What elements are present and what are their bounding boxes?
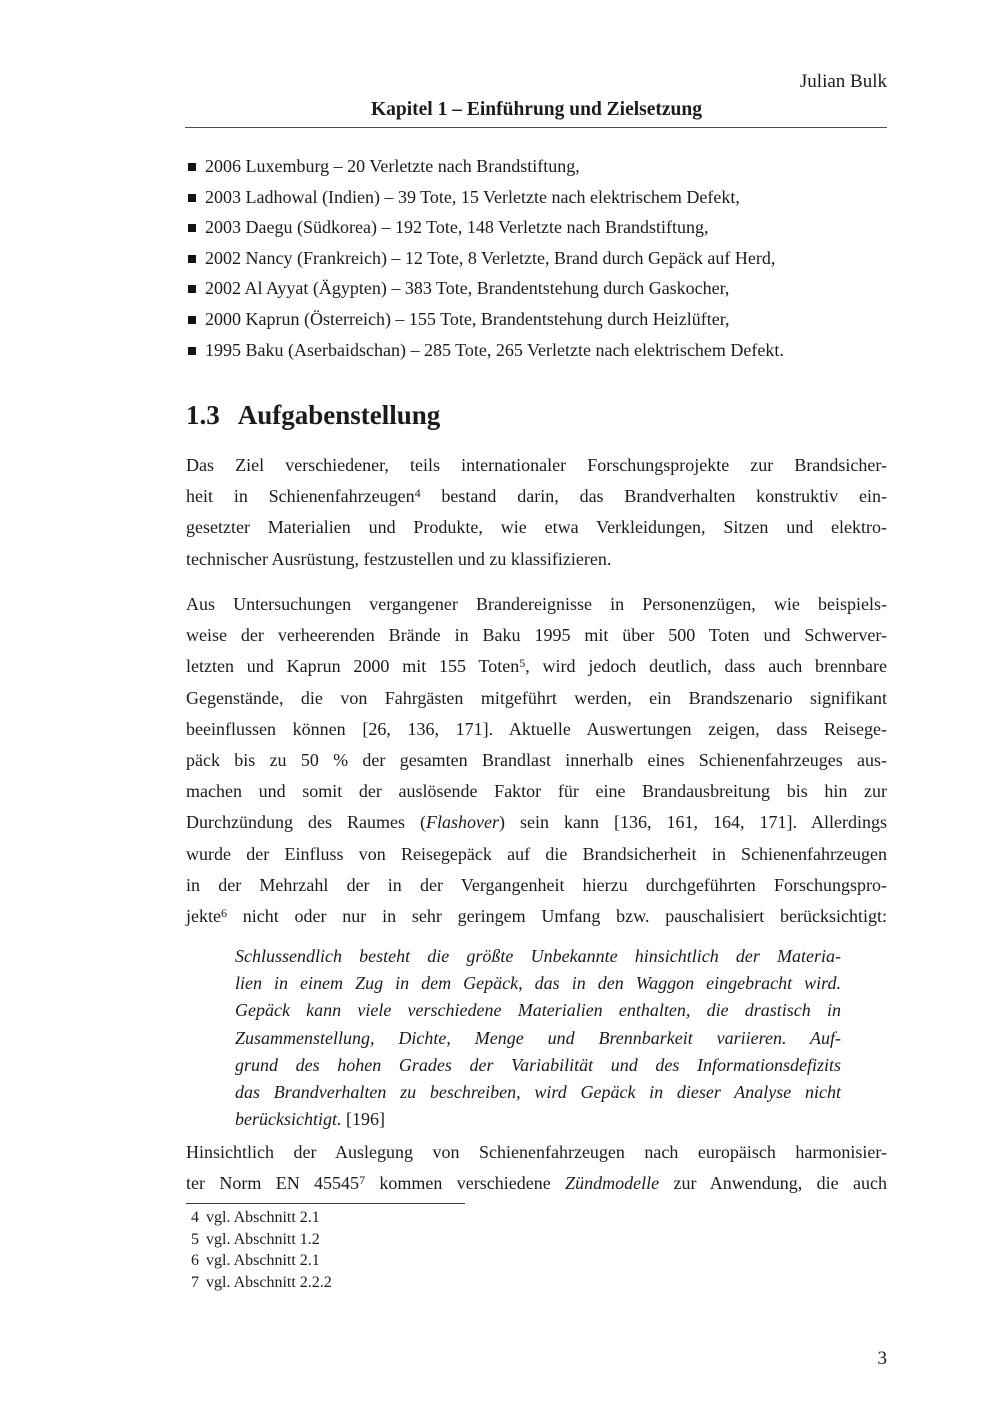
bullet-square-icon [188,285,196,293]
section-heading [186,398,440,432]
text-segment: kommen verschiedene [365,1173,566,1194]
chapter-header: Kapitel 1 – Einführung und Zielsetzung [370,99,703,120]
footnote-number: 4 [191,1209,199,1226]
list-item [186,151,887,182]
bullet-square-icon [188,255,196,263]
text-segment: jekte [186,906,221,927]
italic-term: Zündmodelle [565,1173,660,1194]
text-segment: berücksichtigt. [235,1109,342,1130]
header-rule [185,127,887,128]
list-item [186,304,887,335]
footnote-marker: 6 [220,905,227,920]
paragraph-3 [186,1137,887,1199]
paragraph-line: Aus Untersuchungen vergangener Brandereignisse in Personenzügen, wie beispiels- [186,594,887,614]
footnote [191,1207,332,1229]
paragraph-line: weise der verheerenden Brände in Baku 1995 mit über 500 Toten und Schwerver- [186,625,887,646]
incident-list [186,151,887,365]
footnote-marker: 7 [359,1172,366,1187]
list-item-text: 2006 Luxemburg – 20 Verletzte nach Brandstiftung, [205,156,580,176]
paragraph-line [186,1168,887,1199]
footnote-number: 6 [191,1252,199,1270]
footnote [191,1250,332,1272]
quote-line: lien in einem Zug in dem Gepäck, das in den Waggon eingebracht wird. [235,973,841,994]
quote-line: Zusammenstellung, Dichte, Menge und Brennbarkeit variieren. Auf- [235,1027,841,1048]
paragraph-line [186,901,887,932]
text-segment: , wird jedoch deutlich, dass auch brennbare [525,656,887,677]
paragraph-line [186,481,887,512]
text-segment: Durchzündung des Raumes ( [186,812,426,833]
quote-line: Schlussendlich besteht die größte Unbekannte hinsichtlich der Materia- [235,946,841,966]
list-item-text: 2003 Ladhowal (Indien) – 39 Tote, 15 Verletzte nach elektrischem Defekt, [205,186,740,207]
list-item [186,212,887,243]
list-item-text: 2002 Nancy (Frankreich) – 12 Tote, 8 Verletzte, Brand durch Gepäck auf Herd, [205,247,776,268]
bullet-square-icon [188,194,196,202]
footnote-marker: 4 [414,485,421,500]
paragraph-line [186,807,887,838]
bullet-square-icon [188,347,196,355]
paragraph-line: Hinsichtlich der Auslegung von Schienenfahrzeugen nach europäisch harmonisier- [186,1142,887,1162]
paragraph-line [186,651,887,682]
paragraph-line: technischer Ausrüstung, festzustellen und zu klassifizieren. [186,548,612,569]
footnotes [191,1207,332,1293]
quote-line: Gepäck kann viele verschiedene Materialien enthalten, die drastisch in [235,1000,841,1021]
paragraph-2 [186,589,887,932]
list-item [186,243,887,274]
paragraph-line: Das Ziel verschiedener, teils internationaler Forschungsprojekte zur Brandsicher- [186,455,887,475]
text-segment: heit in Schienenfahrzeugen [186,486,415,507]
footnote-text: vgl. Abschnitt 2.1 [206,1252,320,1270]
paragraph-line: wurde der Einfluss von Reisegepäck auf die Brandsicherheit in Schienenfahrzeugen [186,843,887,864]
footnote [191,1272,332,1294]
list-item-text: 1995 Baku (Aserbaidschan) – 285 Tote, 265 Verletzte nach elektrischem Defekt. [205,339,784,360]
quote-line: das Brandverhalten zu beschreiben, wird Gepäck in dieser Analyse nicht [235,1082,841,1103]
list-item [186,335,887,366]
text-segment: zur Anwendung, die auch [659,1173,887,1194]
list-item-text: 2000 Kaprun (Österreich) – 155 Tote, Brandentstehung durch Heizlüfter, [205,308,730,329]
footnote-text: vgl. Abschnitt 1.2 [206,1230,320,1248]
bullet-square-icon [188,163,196,171]
list-item-text: 2003 Daegu (Südkorea) – 192 Tote, 148 Verletzte nach Brandstiftung, [205,217,709,238]
paragraph-line: beeinflussen können [26, 136, 171]. Aktuelle Auswertungen zeigen, dass Reisege- [186,718,887,739]
quote-line [235,1106,841,1133]
paragraph-line: in der Mehrzahl der in der Vergangenheit hierzu durchgeführten Forschungspro- [186,874,887,895]
block-quote [235,943,841,1133]
list-item [186,273,887,304]
footnote-number: 7 [191,1273,199,1291]
italic-term: Flashover [425,812,499,833]
paragraph-1 [186,450,887,575]
page-number: 3 [877,1348,887,1369]
footnote-text: vgl. Abschnitt 2.1 [206,1209,320,1226]
footnote-rule [186,1203,465,1204]
text-segment: ter Norm EN 45545 [186,1173,360,1194]
bullet-square-icon [188,224,196,232]
author-name: Julian Bulk [799,71,887,92]
paragraph-line: Gegenstände, die von Fahrgästen mitgeführt werden, ein Brandszenario signifikant [186,687,887,708]
footnote-text: vgl. Abschnitt 2.2.2 [206,1273,332,1291]
footnote [191,1229,332,1251]
bullet-square-icon [188,316,196,324]
paragraph-line: päck bis zu 50 % der gesamten Brandlast innerhalb eines Schienenfahrzeuges aus- [186,750,887,771]
list-item [186,182,887,213]
section-number: 1.3 [186,400,220,430]
text-segment: ) sein kann [136, 161, 164, 171]. Allerdings [498,812,887,833]
paragraph-line: gesetzter Materialien und Produkte, wie etwa Verkleidungen, Sitzen und elektro- [186,517,887,538]
quote-line: grund des hohen Grades der Variabilität und des Informationsdefizits [235,1054,841,1075]
citation: [196] [341,1109,385,1130]
text-segment: nicht oder nur in sehr geringem Umfang bzw. pauschalisiert berücksichtigt: [226,906,887,927]
text-segment: letzten und Kaprun 2000 mit 155 Toten [186,656,520,677]
text-segment: bestand darin, das Brandverhalten konstruktiv ein- [420,486,887,507]
footnote-number: 5 [191,1230,199,1248]
section-title: Aufgabenstellung [237,400,441,430]
paragraph-line: machen und somit der auslösende Faktor für eine Brandausbreitung bis hin zur [186,781,887,802]
list-item-text: 2002 Al Ayyat (Ägypten) – 383 Tote, Brandentstehung durch Gaskocher, [205,278,730,299]
footnote-marker: 5 [519,656,526,671]
